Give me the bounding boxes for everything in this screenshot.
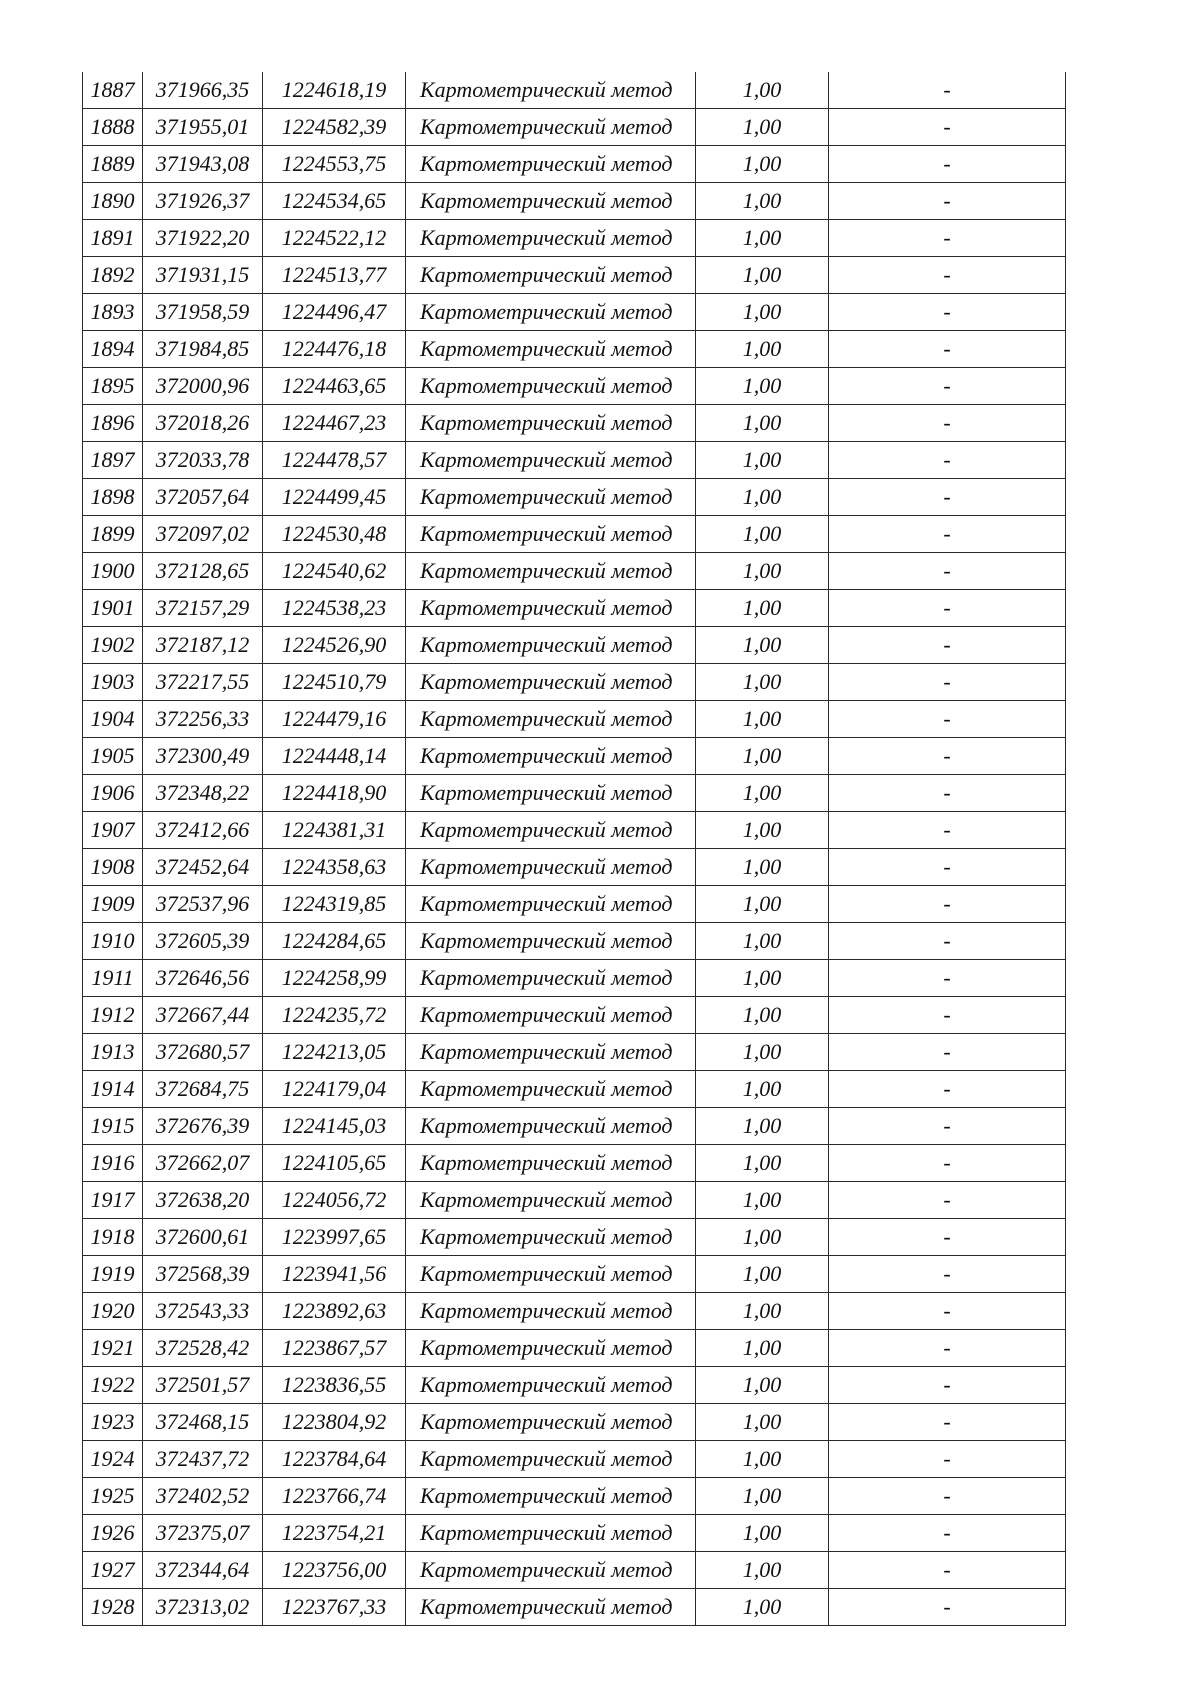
point-number-cell: 1905	[83, 738, 143, 775]
method-cell: Картометрический метод	[406, 997, 696, 1034]
description-cell: -	[829, 1552, 1066, 1589]
table-row	[83, 516, 1066, 553]
y-coordinate-cell: 1224478,57	[263, 442, 406, 479]
x-coordinate-cell: 371931,15	[143, 257, 263, 294]
point-number-cell: 1902	[83, 627, 143, 664]
accuracy-cell: 1,00	[696, 1256, 829, 1293]
point-number-cell: 1920	[83, 1293, 143, 1330]
table-row	[83, 1145, 1066, 1182]
method-cell: Картометрический метод	[406, 146, 696, 183]
y-coordinate-cell: 1223766,74	[263, 1478, 406, 1515]
description-cell: -	[829, 1589, 1066, 1626]
accuracy-cell: 1,00	[696, 1145, 829, 1182]
method-cell: Картометрический метод	[406, 1182, 696, 1219]
point-number-cell: 1909	[83, 886, 143, 923]
x-coordinate-cell: 372097,02	[143, 516, 263, 553]
y-coordinate-cell: 1224213,05	[263, 1034, 406, 1071]
description-cell: -	[829, 1404, 1066, 1441]
table-row	[83, 997, 1066, 1034]
y-coordinate-cell: 1224145,03	[263, 1108, 406, 1145]
accuracy-cell: 1,00	[696, 553, 829, 590]
point-number-cell: 1903	[83, 664, 143, 701]
x-coordinate-cell: 372676,39	[143, 1108, 263, 1145]
point-number-cell: 1898	[83, 479, 143, 516]
point-number-cell: 1893	[83, 294, 143, 331]
point-number-cell: 1919	[83, 1256, 143, 1293]
x-coordinate-cell: 372568,39	[143, 1256, 263, 1293]
x-coordinate-cell: 372684,75	[143, 1071, 263, 1108]
method-cell: Картометрический метод	[406, 109, 696, 146]
x-coordinate-cell: 372057,64	[143, 479, 263, 516]
x-coordinate-cell: 372605,39	[143, 923, 263, 960]
x-coordinate-cell: 371922,20	[143, 220, 263, 257]
description-cell: -	[829, 627, 1066, 664]
description-cell: -	[829, 1293, 1066, 1330]
description-cell: -	[829, 1515, 1066, 1552]
accuracy-cell: 1,00	[696, 1330, 829, 1367]
description-cell: -	[829, 1367, 1066, 1404]
table-row	[83, 146, 1066, 183]
table-row	[83, 960, 1066, 997]
y-coordinate-cell: 1224056,72	[263, 1182, 406, 1219]
y-coordinate-cell: 1224284,65	[263, 923, 406, 960]
y-coordinate-cell: 1224510,79	[263, 664, 406, 701]
y-coordinate-cell: 1224618,19	[263, 72, 406, 109]
accuracy-cell: 1,00	[696, 701, 829, 738]
x-coordinate-cell: 372375,07	[143, 1515, 263, 1552]
x-coordinate-cell: 372157,29	[143, 590, 263, 627]
y-coordinate-cell: 1224105,65	[263, 1145, 406, 1182]
description-cell: -	[829, 812, 1066, 849]
description-cell: -	[829, 1330, 1066, 1367]
table-row	[83, 294, 1066, 331]
accuracy-cell: 1,00	[696, 886, 829, 923]
accuracy-cell: 1,00	[696, 368, 829, 405]
point-number-cell: 1908	[83, 849, 143, 886]
y-coordinate-cell: 1224479,16	[263, 701, 406, 738]
accuracy-cell: 1,00	[696, 590, 829, 627]
description-cell: -	[829, 1478, 1066, 1515]
description-cell: -	[829, 72, 1066, 109]
y-coordinate-cell: 1224499,45	[263, 479, 406, 516]
table-row	[83, 849, 1066, 886]
y-coordinate-cell: 1223941,56	[263, 1256, 406, 1293]
description-cell: -	[829, 701, 1066, 738]
point-number-cell: 1924	[83, 1441, 143, 1478]
point-number-cell: 1894	[83, 331, 143, 368]
table-row	[83, 220, 1066, 257]
accuracy-cell: 1,00	[696, 1404, 829, 1441]
y-coordinate-cell: 1224538,23	[263, 590, 406, 627]
description-cell: -	[829, 738, 1066, 775]
accuracy-cell: 1,00	[696, 405, 829, 442]
point-number-cell: 1917	[83, 1182, 143, 1219]
method-cell: Картометрический метод	[406, 1441, 696, 1478]
y-coordinate-cell: 1224513,77	[263, 257, 406, 294]
point-number-cell: 1904	[83, 701, 143, 738]
y-coordinate-cell: 1224258,99	[263, 960, 406, 997]
table-row	[83, 1552, 1066, 1589]
accuracy-cell: 1,00	[696, 997, 829, 1034]
description-cell: -	[829, 183, 1066, 220]
table-row	[83, 664, 1066, 701]
table-row	[83, 923, 1066, 960]
accuracy-cell: 1,00	[696, 775, 829, 812]
table-row	[83, 1367, 1066, 1404]
x-coordinate-cell: 372033,78	[143, 442, 263, 479]
x-coordinate-cell: 372300,49	[143, 738, 263, 775]
table-row	[83, 1478, 1066, 1515]
x-coordinate-cell: 371926,37	[143, 183, 263, 220]
point-number-cell: 1921	[83, 1330, 143, 1367]
table-row	[83, 1071, 1066, 1108]
description-cell: -	[829, 775, 1066, 812]
x-coordinate-cell: 372646,56	[143, 960, 263, 997]
y-coordinate-cell: 1223756,00	[263, 1552, 406, 1589]
x-coordinate-cell: 371984,85	[143, 331, 263, 368]
method-cell: Картометрический метод	[406, 960, 696, 997]
accuracy-cell: 1,00	[696, 257, 829, 294]
y-coordinate-cell: 1223892,63	[263, 1293, 406, 1330]
method-cell: Картометрический метод	[406, 257, 696, 294]
description-cell: -	[829, 479, 1066, 516]
description-cell: -	[829, 1256, 1066, 1293]
point-number-cell: 1895	[83, 368, 143, 405]
description-cell: -	[829, 405, 1066, 442]
x-coordinate-cell: 371943,08	[143, 146, 263, 183]
coordinates-table	[82, 72, 1066, 1626]
x-coordinate-cell: 372662,07	[143, 1145, 263, 1182]
accuracy-cell: 1,00	[696, 1071, 829, 1108]
description-cell: -	[829, 146, 1066, 183]
accuracy-cell: 1,00	[696, 1293, 829, 1330]
table-row	[83, 368, 1066, 405]
method-cell: Картометрический метод	[406, 479, 696, 516]
y-coordinate-cell: 1223784,64	[263, 1441, 406, 1478]
x-coordinate-cell: 372528,42	[143, 1330, 263, 1367]
description-cell: -	[829, 923, 1066, 960]
accuracy-cell: 1,00	[696, 72, 829, 109]
description-cell: -	[829, 1219, 1066, 1256]
point-number-cell: 1906	[83, 775, 143, 812]
x-coordinate-cell: 372537,96	[143, 886, 263, 923]
x-coordinate-cell: 371958,59	[143, 294, 263, 331]
method-cell: Картометрический метод	[406, 183, 696, 220]
description-cell: -	[829, 664, 1066, 701]
y-coordinate-cell: 1224381,31	[263, 812, 406, 849]
description-cell: -	[829, 590, 1066, 627]
y-coordinate-cell: 1224540,62	[263, 553, 406, 590]
table-row	[83, 1108, 1066, 1145]
y-coordinate-cell: 1224319,85	[263, 886, 406, 923]
x-coordinate-cell: 372256,33	[143, 701, 263, 738]
method-cell: Картометрический метод	[406, 1108, 696, 1145]
method-cell: Картометрический метод	[406, 701, 696, 738]
point-number-cell: 1922	[83, 1367, 143, 1404]
accuracy-cell: 1,00	[696, 923, 829, 960]
method-cell: Картометрический метод	[406, 627, 696, 664]
accuracy-cell: 1,00	[696, 1182, 829, 1219]
y-coordinate-cell: 1224534,65	[263, 183, 406, 220]
x-coordinate-cell: 372543,33	[143, 1293, 263, 1330]
x-coordinate-cell: 372402,52	[143, 1478, 263, 1515]
method-cell: Картометрический метод	[406, 1219, 696, 1256]
x-coordinate-cell: 372000,96	[143, 368, 263, 405]
point-number-cell: 1927	[83, 1552, 143, 1589]
table-row	[83, 405, 1066, 442]
method-cell: Картометрический метод	[406, 664, 696, 701]
y-coordinate-cell: 1223836,55	[263, 1367, 406, 1404]
point-number-cell: 1915	[83, 1108, 143, 1145]
description-cell: -	[829, 1441, 1066, 1478]
table-row	[83, 627, 1066, 664]
y-coordinate-cell: 1224235,72	[263, 997, 406, 1034]
table-row	[83, 775, 1066, 812]
method-cell: Картометрический метод	[406, 516, 696, 553]
table-row	[83, 1515, 1066, 1552]
point-number-cell: 1910	[83, 923, 143, 960]
point-number-cell: 1889	[83, 146, 143, 183]
method-cell: Картометрический метод	[406, 1478, 696, 1515]
x-coordinate-cell: 372437,72	[143, 1441, 263, 1478]
y-coordinate-cell: 1224582,39	[263, 109, 406, 146]
y-coordinate-cell: 1223767,33	[263, 1589, 406, 1626]
y-coordinate-cell: 1224358,63	[263, 849, 406, 886]
accuracy-cell: 1,00	[696, 812, 829, 849]
table-row	[83, 72, 1066, 109]
point-number-cell: 1916	[83, 1145, 143, 1182]
description-cell: -	[829, 442, 1066, 479]
table-row	[83, 738, 1066, 775]
x-coordinate-cell: 371955,01	[143, 109, 263, 146]
point-number-cell: 1907	[83, 812, 143, 849]
y-coordinate-cell: 1224463,65	[263, 368, 406, 405]
table-row	[83, 1404, 1066, 1441]
accuracy-cell: 1,00	[696, 627, 829, 664]
point-number-cell: 1900	[83, 553, 143, 590]
description-cell: -	[829, 109, 1066, 146]
point-number-cell: 1890	[83, 183, 143, 220]
description-cell: -	[829, 997, 1066, 1034]
method-cell: Картометрический метод	[406, 1367, 696, 1404]
method-cell: Картометрический метод	[406, 1330, 696, 1367]
accuracy-cell: 1,00	[696, 220, 829, 257]
x-coordinate-cell: 372348,22	[143, 775, 263, 812]
point-number-cell: 1918	[83, 1219, 143, 1256]
method-cell: Картометрический метод	[406, 1034, 696, 1071]
y-coordinate-cell: 1224448,14	[263, 738, 406, 775]
coordinates-table-body	[83, 72, 1066, 1626]
description-cell: -	[829, 257, 1066, 294]
x-coordinate-cell: 372313,02	[143, 1589, 263, 1626]
table-row	[83, 812, 1066, 849]
y-coordinate-cell: 1223997,65	[263, 1219, 406, 1256]
table-row	[83, 701, 1066, 738]
x-coordinate-cell: 372128,65	[143, 553, 263, 590]
description-cell: -	[829, 886, 1066, 923]
method-cell: Картометрический метод	[406, 738, 696, 775]
table-row	[83, 1293, 1066, 1330]
table-row	[83, 1441, 1066, 1478]
accuracy-cell: 1,00	[696, 516, 829, 553]
y-coordinate-cell: 1223754,21	[263, 1515, 406, 1552]
accuracy-cell: 1,00	[696, 1441, 829, 1478]
accuracy-cell: 1,00	[696, 1367, 829, 1404]
method-cell: Картометрический метод	[406, 923, 696, 960]
method-cell: Картометрический метод	[406, 72, 696, 109]
x-coordinate-cell: 372412,66	[143, 812, 263, 849]
y-coordinate-cell: 1223867,57	[263, 1330, 406, 1367]
table-row	[83, 479, 1066, 516]
x-coordinate-cell: 372600,61	[143, 1219, 263, 1256]
y-coordinate-cell: 1224530,48	[263, 516, 406, 553]
point-number-cell: 1897	[83, 442, 143, 479]
x-coordinate-cell: 372344,64	[143, 1552, 263, 1589]
method-cell: Картометрический метод	[406, 1071, 696, 1108]
point-number-cell: 1896	[83, 405, 143, 442]
description-cell: -	[829, 553, 1066, 590]
y-coordinate-cell: 1224522,12	[263, 220, 406, 257]
accuracy-cell: 1,00	[696, 183, 829, 220]
table-row	[83, 1219, 1066, 1256]
x-coordinate-cell: 372452,64	[143, 849, 263, 886]
description-cell: -	[829, 331, 1066, 368]
x-coordinate-cell: 371966,35	[143, 72, 263, 109]
point-number-cell: 1912	[83, 997, 143, 1034]
method-cell: Картометрический метод	[406, 812, 696, 849]
accuracy-cell: 1,00	[696, 1589, 829, 1626]
accuracy-cell: 1,00	[696, 331, 829, 368]
method-cell: Картометрический метод	[406, 590, 696, 627]
method-cell: Картометрический метод	[406, 1404, 696, 1441]
description-cell: -	[829, 1071, 1066, 1108]
y-coordinate-cell: 1223804,92	[263, 1404, 406, 1441]
point-number-cell: 1928	[83, 1589, 143, 1626]
table-row	[83, 553, 1066, 590]
x-coordinate-cell: 372217,55	[143, 664, 263, 701]
point-number-cell: 1926	[83, 1515, 143, 1552]
table-row	[83, 590, 1066, 627]
table-row	[83, 886, 1066, 923]
accuracy-cell: 1,00	[696, 664, 829, 701]
accuracy-cell: 1,00	[696, 109, 829, 146]
table-row	[83, 331, 1066, 368]
accuracy-cell: 1,00	[696, 146, 829, 183]
y-coordinate-cell: 1224496,47	[263, 294, 406, 331]
description-cell: -	[829, 368, 1066, 405]
method-cell: Картометрический метод	[406, 886, 696, 923]
description-cell: -	[829, 960, 1066, 997]
y-coordinate-cell: 1224179,04	[263, 1071, 406, 1108]
x-coordinate-cell: 372501,57	[143, 1367, 263, 1404]
method-cell: Картометрический метод	[406, 220, 696, 257]
method-cell: Картометрический метод	[406, 849, 696, 886]
accuracy-cell: 1,00	[696, 1034, 829, 1071]
y-coordinate-cell: 1224526,90	[263, 627, 406, 664]
description-cell: -	[829, 294, 1066, 331]
x-coordinate-cell: 372468,15	[143, 1404, 263, 1441]
accuracy-cell: 1,00	[696, 442, 829, 479]
table-row	[83, 183, 1066, 220]
point-number-cell: 1888	[83, 109, 143, 146]
description-cell: -	[829, 1145, 1066, 1182]
x-coordinate-cell: 372018,26	[143, 405, 263, 442]
x-coordinate-cell: 372187,12	[143, 627, 263, 664]
x-coordinate-cell: 372638,20	[143, 1182, 263, 1219]
accuracy-cell: 1,00	[696, 294, 829, 331]
method-cell: Картометрический метод	[406, 553, 696, 590]
method-cell: Картометрический метод	[406, 368, 696, 405]
y-coordinate-cell: 1224418,90	[263, 775, 406, 812]
accuracy-cell: 1,00	[696, 479, 829, 516]
table-row	[83, 442, 1066, 479]
point-number-cell: 1892	[83, 257, 143, 294]
accuracy-cell: 1,00	[696, 1552, 829, 1589]
method-cell: Картометрический метод	[406, 1145, 696, 1182]
point-number-cell: 1901	[83, 590, 143, 627]
method-cell: Картометрический метод	[406, 1515, 696, 1552]
method-cell: Картометрический метод	[406, 1256, 696, 1293]
point-number-cell: 1899	[83, 516, 143, 553]
description-cell: -	[829, 1034, 1066, 1071]
table-row	[83, 257, 1066, 294]
method-cell: Картометрический метод	[406, 1293, 696, 1330]
description-cell: -	[829, 1108, 1066, 1145]
table-row	[83, 1182, 1066, 1219]
method-cell: Картометрический метод	[406, 1589, 696, 1626]
point-number-cell: 1913	[83, 1034, 143, 1071]
accuracy-cell: 1,00	[696, 1219, 829, 1256]
table-row	[83, 1034, 1066, 1071]
y-coordinate-cell: 1224476,18	[263, 331, 406, 368]
description-cell: -	[829, 516, 1066, 553]
method-cell: Картометрический метод	[406, 405, 696, 442]
point-number-cell: 1911	[83, 960, 143, 997]
accuracy-cell: 1,00	[696, 738, 829, 775]
method-cell: Картометрический метод	[406, 1552, 696, 1589]
x-coordinate-cell: 372680,57	[143, 1034, 263, 1071]
point-number-cell: 1891	[83, 220, 143, 257]
accuracy-cell: 1,00	[696, 1108, 829, 1145]
description-cell: -	[829, 1182, 1066, 1219]
accuracy-cell: 1,00	[696, 1515, 829, 1552]
x-coordinate-cell: 372667,44	[143, 997, 263, 1034]
method-cell: Картометрический метод	[406, 442, 696, 479]
method-cell: Картометрический метод	[406, 331, 696, 368]
method-cell: Картометрический метод	[406, 294, 696, 331]
method-cell: Картометрический метод	[406, 775, 696, 812]
accuracy-cell: 1,00	[696, 1478, 829, 1515]
point-number-cell: 1925	[83, 1478, 143, 1515]
y-coordinate-cell: 1224467,23	[263, 405, 406, 442]
accuracy-cell: 1,00	[696, 960, 829, 997]
y-coordinate-cell: 1224553,75	[263, 146, 406, 183]
accuracy-cell: 1,00	[696, 849, 829, 886]
table-row	[83, 109, 1066, 146]
table-row	[83, 1256, 1066, 1293]
description-cell: -	[829, 220, 1066, 257]
point-number-cell: 1887	[83, 72, 143, 109]
table-row	[83, 1589, 1066, 1626]
table-row	[83, 1330, 1066, 1367]
point-number-cell: 1923	[83, 1404, 143, 1441]
point-number-cell: 1914	[83, 1071, 143, 1108]
description-cell: -	[829, 849, 1066, 886]
